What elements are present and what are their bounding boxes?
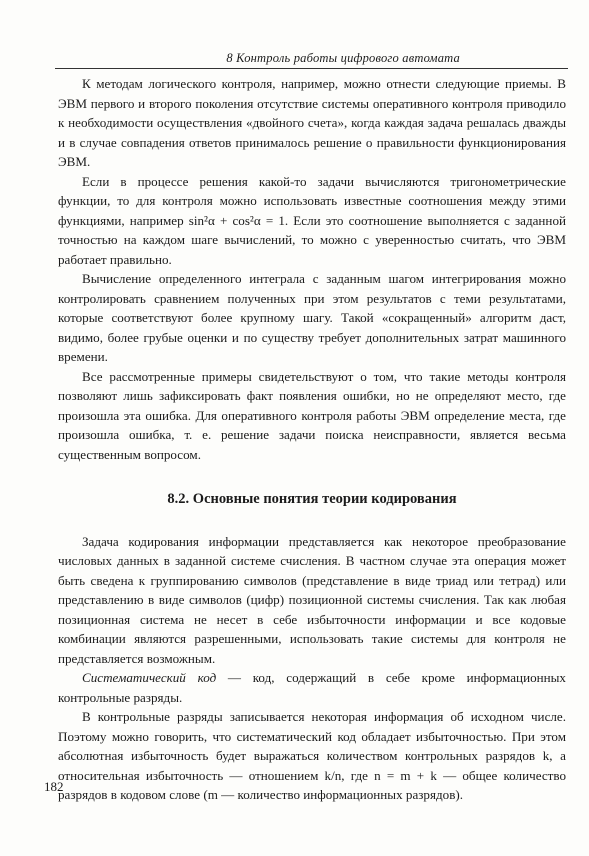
- definition-term: Систематический код: [82, 670, 217, 685]
- paragraph: Вычисление определенного интеграла с заданным шагом интегрирования можно контролировать сравнением полученных при этом результатов с теми результатами, которые соответствуют более крупному шагу. Такой «сокращенный» алгоритм даст, видимо, более грубые оценки и по существу требует дополнительных затрат машинного времени.: [58, 271, 566, 364]
- section-title: 8.2. Основные понятия теории кодирования: [167, 491, 457, 507]
- page-body: [58, 74, 566, 805]
- paragraph: К методам логического контроля, например, можно отнести следующие приемы. В ЭВМ первого и второго поколения отсутствие системы оперативного контроля приводило к необходимости осуществления «двойного счета», когда каждая задача решалась дважды и в случае совпадения ответов принималось решение о правильности функционирования ЭВМ.: [58, 76, 566, 169]
- header-rule: [55, 68, 568, 69]
- running-head: 8 Контроль работы цифрового автомата: [226, 51, 460, 65]
- definition-paragraph: [58, 668, 566, 707]
- definition-text: — код, содержащий в себе кроме информационных контрольные разряды.: [58, 670, 566, 705]
- paragraph: В контрольные разряды записывается некоторая информация об исходном числе. Поэтому можно говорить, что систематический код обладает избыточностью. При этом абсолютная избыточность будет выражаться количеством контрольных разрядов k, а относительная избыточность — отношением k/n, где n = m + k — общее количество разрядов в кодовом слове (m — количество информационных разрядов).: [58, 709, 566, 802]
- paragraph: Если в процессе решения какой-то задачи вычисляются тригонометрические функции, то для контроля можно использовать известные соотношения между этими функциями, например sin²α + cos²α = 1. Если это соотношение выполняется с заданной точностью на каждом шаге вычислений, то можно с уверенностью считать, что ЭВМ работает правильно.: [58, 173, 566, 267]
- paragraph: Задача кодирования информации представляется как некоторое преобразование числовых данных в заданной системе счисления. В частном случае эта операция может быть сведена к группированию символов (представление в виде триад или тетрад) или представлению в виде символов (цифр) позиционной системы счисления. Так как любая позиционная система не несет в себе избыточности информации и все кодовые комбинации являются разрешенными, использовать такие системы для контроля не представляется возможным.: [58, 533, 566, 666]
- page-number: 182: [44, 779, 64, 794]
- paragraph: Все рассмотренные примеры свидетельствуют о том, что такие методы контроля позволяют лишь зафиксировать факт появления ошибки, но не определяют место, где произошла эта ошибка. Для оперативного контроля работы ЭВМ определение места, где произошла ошибка, т. е. решение задачи поиска неисправности, является весьма существенным вопросом.: [58, 368, 566, 462]
